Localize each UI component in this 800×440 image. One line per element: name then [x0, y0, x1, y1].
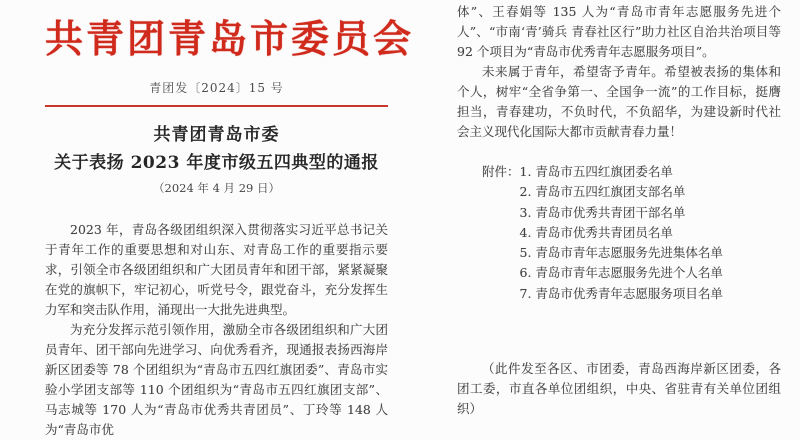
paragraph-3: 未来属于青年，希望寄予青年。希望被表扬的集体和个人，树牢“全省争第一、全国争一流”的工作目标，挺膺担当，青春建功，不负时代，不负韶华，为建设新时代社会主义现代化国际大都市贡献青春力量！ [457, 64, 781, 139]
document-title-line1: 共青团青岛市委 [153, 125, 280, 145]
document-page-2 [457, 0, 781, 432]
document-number: 青团发〔2024〕15 号 [149, 81, 284, 95]
attachment-item: 7. 青岛市优秀青年志愿服务项目名单 [519, 285, 723, 301]
attachment-item: 3. 青岛市优秀共青团干部名单 [519, 204, 686, 220]
attachment-item: 1. 青岛市五四红旗团委名单 [519, 164, 673, 179]
paragraph-2: 为充分发挥示范引领作用，激励全市各级团组织和广大团员青年、团干部向先进学习、向优秀看齐，现通报表扬西海岸新区团委等 78 个团组织为“青岛市五四红旗团委”、青岛市实验小学团支部等 110 个团组织为“青岛市五四红旗团支部”、马志城等 170 人为“青岛市优秀共青团员”、丁玲等 148 人为“青岛市优 [45, 322, 388, 437]
document-title-line2: 关于表扬 2023 年度市级五四典型的通报 [54, 153, 379, 173]
attachment-item: 4. 青岛市优秀共青团员名单 [519, 224, 673, 240]
paragraph-1: 2023 年，青岛各级团组织深入贯彻落实习近平总书记关于青年工作的重要思想和对山东、对青岛工作的重要指示要求，引领全市各级团组织和广大团员青年和团干部，紧紧凝聚在党的旗帜下，牢记初心，听党号令，跟党奋斗，充分发挥生力军和突击队作用，涌现出一大批先进典型。 [45, 222, 388, 317]
attachment-item: 6. 青岛市青年志愿服务先进个人名单 [519, 265, 723, 281]
page1-body [45, 220, 388, 440]
attachments-label: 附件： [482, 164, 520, 179]
attachments-block [457, 162, 781, 304]
red-divider-line [45, 105, 388, 107]
attachments-list [520, 162, 723, 304]
paragraph-2-continuation: 体”、王春娟等 135 人为“青岛市青年志愿服务先进个人”、“市南‘青’骑兵 青春社区行”助力社区自治共治项目等 92 个项目为“青岛市优秀青年志愿服务项目”。 [457, 4, 781, 59]
attachment-item: 5. 青岛市青年志愿服务先进集体名单 [519, 245, 723, 261]
document-date: （2024 年 4 月 29 日） [153, 181, 280, 195]
attachment-item: 2. 青岛市五四红旗团支部名单 [519, 184, 686, 200]
document-page-1 [45, 0, 415, 440]
distribution-note: （此件发至各区、市团委，青岛西海岸新区团委，各团工委，市直各单位团组织，中央、省驻青有关单位团组织） [457, 361, 781, 417]
issuing-authority-header: 共青团青岛市委员会 [45, 16, 415, 61]
page2-body [457, 2, 781, 142]
